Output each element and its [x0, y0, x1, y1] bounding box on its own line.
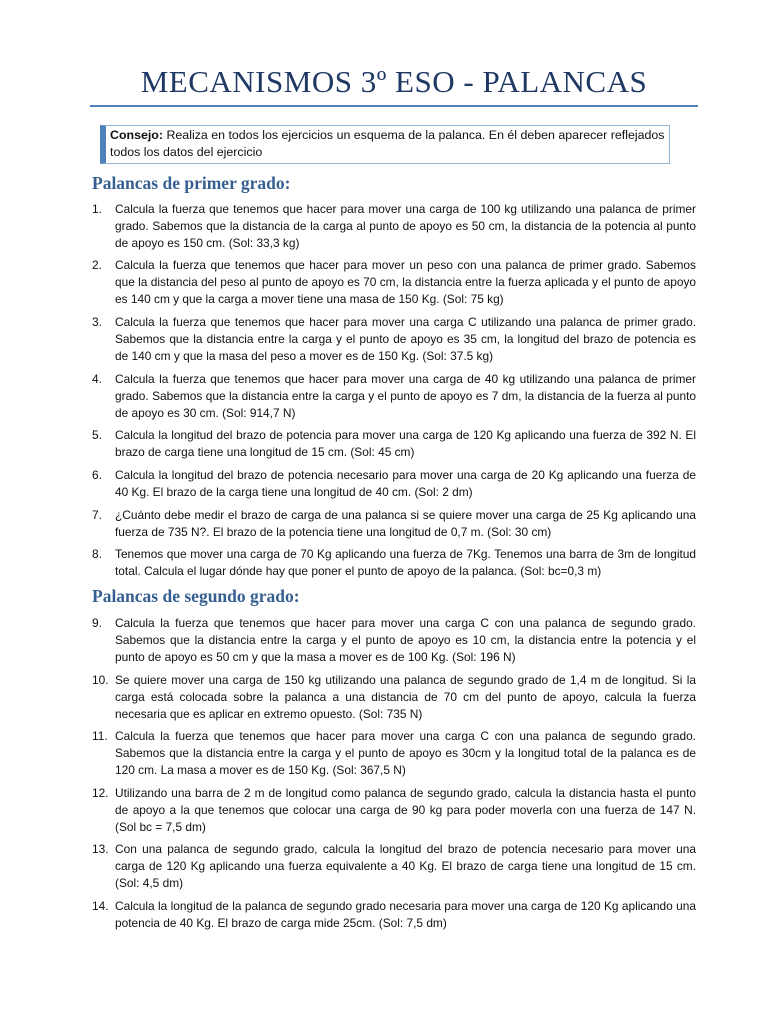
exercise-7: [92, 507, 696, 541]
exercise-8: [92, 546, 696, 580]
exercise-number: 13.: [92, 842, 109, 856]
exercise-text: Utilizando una barra de 2 m de longitud como palanca de segundo grado, calcula la distancia hasta el punto de apoyo a la que tenemos que colocar una carga de 90 kg para poder moverla con una fuerza de 147 N. (Sol bc = 7,5 dm): [115, 786, 696, 834]
exercise-5: [92, 427, 696, 461]
exercise-number: 12.: [92, 786, 109, 800]
exercise-text: Calcula la fuerza que tenemos que hacer para mover un peso con una palanca de primer grado. Sabemos que la distancia del peso al punto de apoyo es 70 cm, la distancia entre la fuerza aplicada y el punto de apoyo es 140 cm y que la carga a mover tiene una masa de 150 Kg. (Sol: 75 kg): [115, 258, 696, 306]
exercise-text: Calcula la fuerza que tenemos que hacer para mover una carga C con una palanca de segundo grado. Sabemos que la distancia entre la carga y el punto de apoyo es 10 cm, la distancia entre la potencia y el punto de apoyo es 50 cm y que la masa a mover es de 100 Kg. (Sol: 196 N): [115, 616, 696, 664]
tip-label: Consejo:: [110, 128, 164, 142]
exercise-text: Calcula la longitud del brazo de potencia necesario para mover una carga de 20 Kg aplicando una fuerza de 40 Kg. El brazo de la carga tiene una longitud de 40 cm. (Sol: 2 dm): [115, 468, 696, 499]
exercise-9: [92, 615, 696, 666]
exercise-1: [92, 201, 696, 252]
exercise-number: 6.: [92, 468, 102, 482]
exercise-number: 1.: [92, 202, 102, 216]
exercise-text: Se quiere mover una carga de 150 kg utilizando una palanca de segundo grado de 1,4 m de longitud. Si la carga está colocada sobre la palanca a una distancia de 70 cm del punto de apoyo, calcula la fuerza necesaria que es aplicar en extremo opuesto. (Sol: 735 N): [115, 673, 696, 721]
exercise-text: Calcula la fuerza que tenemos que hacer para mover una carga de 40 kg utilizando una palanca de primer grado. Sabemos que la distancia entre la carga y el punto de apoyo es 7 dm, la distancia de la fuerza al punto de apoyo es 30 cm. (Sol: 914,7 N): [115, 372, 696, 420]
exercise-3: [92, 314, 696, 365]
exercise-number: 11.: [92, 729, 108, 743]
exercise-6: [92, 467, 696, 501]
section-heading-first-grade: Palancas de primer grado:: [92, 173, 291, 193]
exercise-number: 9.: [92, 616, 102, 630]
exercise-number: 10.: [92, 673, 109, 687]
exercise-text: ¿Cuánto debe medir el brazo de carga de una palanca si se quiere mover una carga de 25 Kg aplicando una fuerza de 735 N?. El brazo de la potencia tiene una longitud de 0,7 m. (Sol: 30 cm): [115, 508, 696, 539]
exercise-10: [92, 672, 696, 723]
page-title: MECANISMOS 3º ESO - PALANCAS: [140, 64, 648, 99]
exercise-number: 7.: [92, 508, 102, 522]
exercise-11: [92, 728, 696, 779]
exercise-number: 14.: [92, 899, 109, 913]
exercise-text: Calcula la fuerza que tenemos que hacer para mover una carga C utilizando una palanca de primer grado. Sabemos que la distancia entre la carga y el punto de apoyo es 35 cm, la longitud del brazo de potencia es de 140 cm y que la masa del peso a mover es de 150 Kg. (Sol: 37.5 kg): [115, 315, 696, 363]
exercise-text: Tenemos que mover una carga de 70 Kg aplicando una fuerza de 7Kg. Tenemos una barra de 3m de longitud total. Calcula el lugar dónde hay que poner el punto de apoyo de la palanca. (Sol: bc=0,3 m): [115, 547, 696, 578]
exercise-number: 4.: [92, 372, 102, 386]
tip-box: [100, 125, 670, 164]
exercise-text: Calcula la longitud de la palanca de segundo grado necesaria para mover una carga de 120 Kg aplicando una potencia de 40 Kg. El brazo de carga mide 25cm. (Sol: 7,5 dm): [115, 899, 696, 930]
exercise-number: 2.: [92, 258, 102, 272]
exercise-number: 5.: [92, 428, 102, 442]
exercise-12: [92, 785, 696, 836]
exercise-number: 3.: [92, 315, 102, 329]
exercise-number: 8.: [92, 547, 102, 561]
exercise-13: [92, 841, 696, 892]
exercise-text: Calcula la fuerza que tenemos que hacer para mover una carga de 100 kg utilizando una palanca de primer grado. Sabemos que la distancia de la carga al punto de apoyo es 50 cm, la distancia de la potencia al punto de apoyo es 150 cm. (Sol: 33,3 kg): [115, 202, 696, 250]
tip-text: Realiza en todos los ejercicios un esquema de la palanca. En él deben aparecer reflejados todos los datos del ejercicio: [110, 128, 665, 159]
exercise-14: [92, 898, 696, 932]
title-rule: [90, 105, 698, 107]
exercise-2: [92, 257, 696, 308]
exercise-text: Con una palanca de segundo grado, calcula la longitud del brazo de potencia necesario para mover una carga de 120 Kg aplicando una fuerza equivalente a 40 Kg. El brazo de carga tiene una longitud de 15 cm. (Sol: 4,5 dm): [115, 842, 696, 890]
exercise-4: [92, 371, 696, 422]
section-heading-second-grade: Palancas de segundo grado:: [92, 586, 300, 606]
exercise-text: Calcula la fuerza que tenemos que hacer para mover una carga C con una palanca de segundo grado. Sabemos que la distancia entre la carga y el punto de apoyo es 30cm y la longitud total de la palanca es de 120 cm. La masa a mover es de 150 Kg. (Sol: 367,5 N): [115, 729, 696, 777]
exercise-text: Calcula la longitud del brazo de potencia para mover una carga de 120 Kg aplicando una fuerza de 392 N. El brazo de carga tiene una longitud de 15 cm. (Sol: 45 cm): [115, 428, 696, 459]
